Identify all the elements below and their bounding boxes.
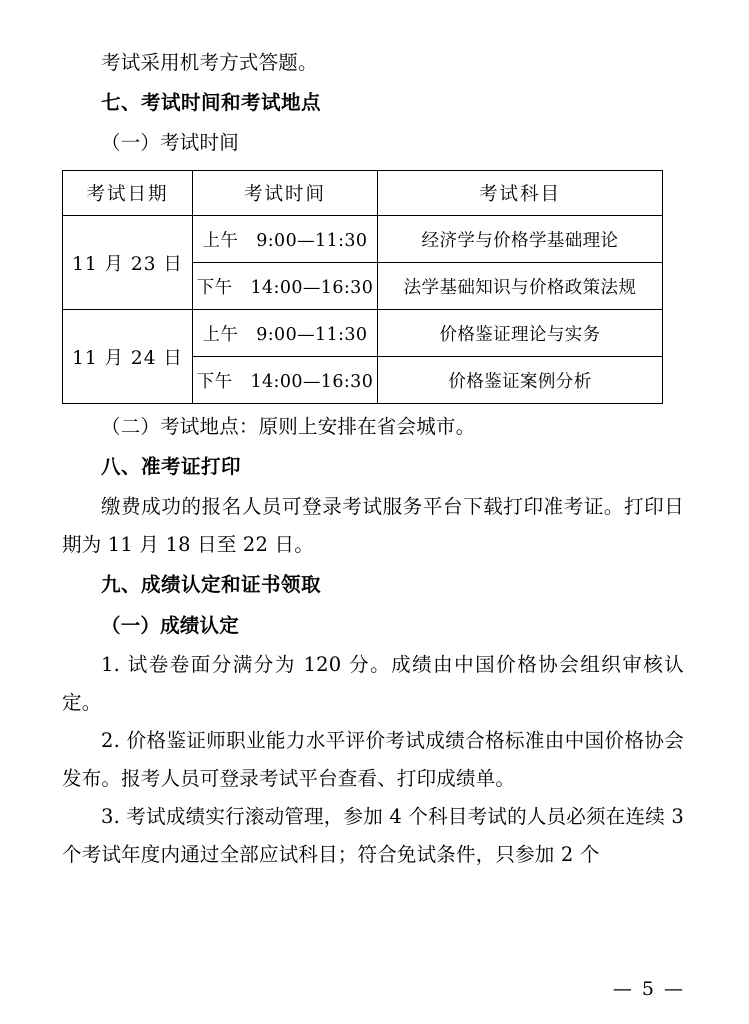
section-8-body: 缴费成功的报名人员可登录考试服务平台下载打印准考证。打印日期为 11 月 18 日至 22 日。: [62, 495, 684, 556]
section-9-sub-1: （一）成绩认定: [101, 614, 239, 637]
exam-time-cell: 上午 9:00—11:30: [193, 216, 378, 263]
exam-schedule-table: [62, 170, 663, 404]
section-heading-8: 八、准考证打印: [101, 455, 242, 478]
exam-subject-cell: 法学基础知识与价格政策法规: [378, 263, 663, 310]
exam-subject-cell: 价格鉴证理论与实务: [378, 310, 663, 357]
page-number: — 5 —: [612, 978, 685, 1000]
table-header-row: [63, 171, 663, 216]
page-content: [62, 44, 684, 874]
exam-date-cell: 11 月 24 日: [63, 310, 193, 404]
exam-subject-cell: 价格鉴证案例分析: [378, 357, 663, 404]
table-header-subject: 考试科目: [378, 171, 663, 216]
exam-date-cell: 11 月 23 日: [63, 216, 193, 310]
section-7-sub-1: （一）考试时间: [101, 131, 239, 154]
exam-time-cell: 上午 9:00—11:30: [193, 310, 378, 357]
table-header-date: 考试日期: [63, 171, 193, 216]
table-header-time: 考试时间: [193, 171, 378, 216]
section-7-sub-2: （二）考试地点：原则上安排在省会城市。: [101, 415, 476, 438]
table-row: [63, 216, 663, 263]
table-row: [63, 310, 663, 357]
list-item-3: 3. 考试成绩实行滚动管理，参加 4 个科目考试的人员必须在连续 3 个考试年度内通过全部应试科目；符合免试条件，只参加 2 个: [62, 805, 684, 866]
section-heading-7: 七、考试时间和考试地点: [101, 91, 322, 114]
exam-time-cell: 下午 14:00—16:30: [193, 357, 378, 404]
section-heading-9: 九、成绩认定和证书领取: [101, 573, 322, 596]
exam-schedule-table-wrapper: [62, 170, 662, 404]
exam-subject-cell: 经济学与价格学基础理论: [378, 216, 663, 263]
list-item-1: 1. 试卷卷面分满分为 120 分。成绩由中国价格协会组织审核认定。: [62, 653, 684, 714]
top-paragraph: 考试采用机考方式答题。: [101, 51, 318, 74]
exam-time-cell: 下午 14:00—16:30: [193, 263, 378, 310]
list-item-2: 2. 价格鉴证师职业能力水平评价考试成绩合格标准由中国价格协会发布。报考人员可登录考试平台查看、打印成绩单。: [62, 729, 684, 790]
